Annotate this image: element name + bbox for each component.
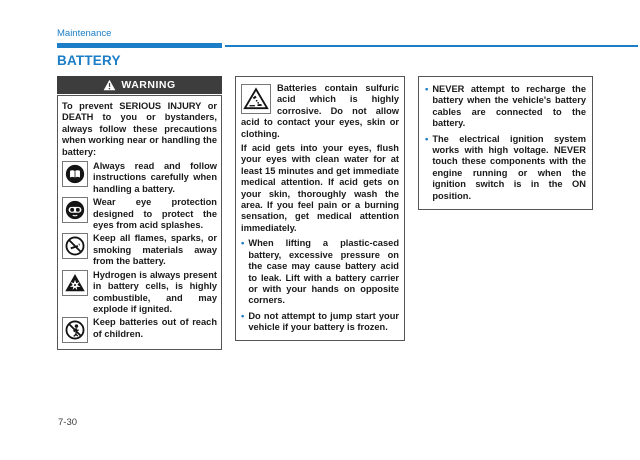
acid-bullet	[241, 311, 399, 334]
warning-header	[57, 76, 222, 94]
acid-bullet-text: When lifting a plastic-cased battery, excessive pressure on the case may cause battery acid to leak. Lift with a battery carrier or with your hands on opposite corners.	[248, 238, 399, 306]
electrical-bullet-text: NEVER attempt to recharge the battery when the vehicle's battery cables are connected to the battery.	[432, 84, 586, 129]
electrical-bullet	[425, 134, 586, 202]
read-instructions-icon	[62, 161, 88, 187]
warning-item-text: Wear eye protection designed to protect the eyes from acid splashes.	[93, 197, 217, 231]
corrosive-acid-icon	[241, 84, 271, 114]
warning-body	[57, 95, 222, 350]
warning-item	[62, 233, 217, 267]
warning-column	[57, 76, 222, 350]
page-number: 7-30	[58, 417, 78, 428]
warning-item-text: Always read and follow instructions carefully when handling a battery.	[93, 161, 217, 194]
header-rule-thin	[225, 45, 638, 47]
warning-intro: To prevent SERIOUS INJURY or DEATH to you or bystanders, always follow these precautions when working near or handling the battery:	[62, 101, 217, 157]
bullet-dot-icon: •	[425, 133, 429, 145]
acid-lead: Batteries contain sulfuric acid which is highly corrosive. Do not allow acid to contact your eyes, skin or clothing.	[241, 83, 399, 139]
warning-item	[62, 317, 217, 343]
explosion-hazard-icon	[62, 270, 88, 296]
eye-protection-icon	[62, 197, 88, 223]
electrical-bullet-text: The electrical ignition system works with high voltage. NEVER touch these components with the engine running or when the ignition switch is in the ON position.	[432, 133, 586, 201]
acid-bullet	[241, 238, 399, 306]
no-flames-icon	[62, 233, 88, 259]
warning-item-text: Hydrogen is always present in battery cells, is highly combustible, and may explode if ignited.	[93, 269, 217, 314]
warning-item-text: Keep batteries out of reach of children.	[93, 317, 217, 339]
bullet-dot-icon: •	[241, 310, 245, 322]
acid-bullet-text: Do not attempt to jump start your vehicle if your battery is frozen.	[248, 310, 399, 333]
bullet-dot-icon: •	[425, 84, 429, 95]
bullet-dot-icon: •	[241, 238, 245, 250]
warning-triangle-icon	[103, 79, 116, 91]
warning-item	[62, 270, 217, 316]
acid-column	[235, 76, 405, 341]
electrical-column	[418, 76, 593, 210]
warning-item-text: Keep all flames, sparks, or smoking materials away from the battery.	[93, 233, 217, 267]
warning-item	[62, 161, 217, 195]
warning-header-label: WARNING	[121, 79, 176, 91]
acid-paragraph: If acid gets into your eyes, flush your eyes with clean water for at least 15 minutes and get immediate medical attention. If acid gets on your skin, thoroughly wash the area. If you feel pain or a burning sensation, get medical attention immediately.	[241, 143, 399, 233]
breadcrumb: Maintenance	[57, 28, 112, 39]
warning-item	[62, 197, 217, 231]
electrical-bullet	[425, 84, 586, 130]
page-title: BATTERY	[57, 53, 121, 68]
header-rule-thick	[57, 43, 222, 48]
keep-away-children-icon	[62, 317, 88, 343]
